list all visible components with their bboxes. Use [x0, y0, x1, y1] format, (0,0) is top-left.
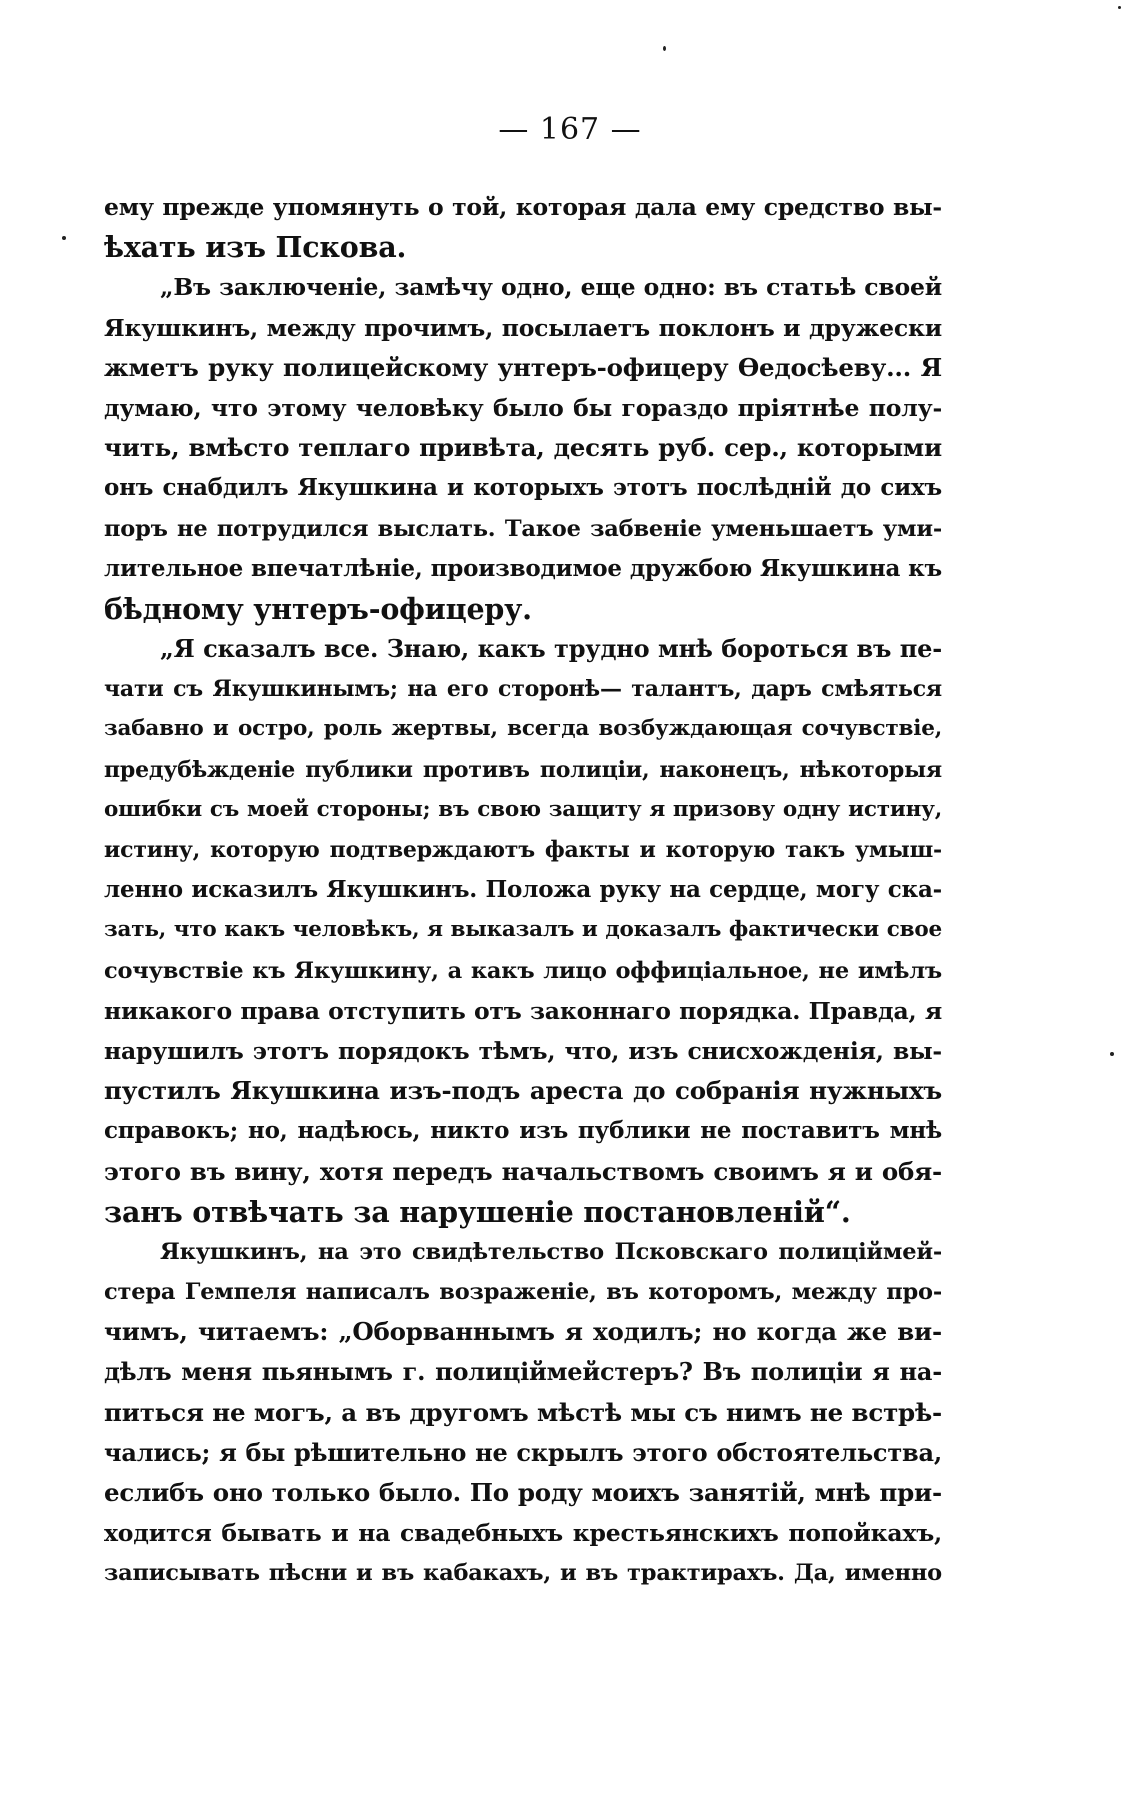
text-line: записывать пѣсни и въ кабакахъ, и въ трактирахъ. Да, именно — [104, 1560, 942, 1587]
text-line: дѣлъ меня пьянымъ г. полиціймейстеръ? Въ полиціи я на- — [104, 1357, 942, 1387]
text-line: ленно исказилъ Якушкинъ. Положа руку на сердце, могу ска- — [104, 876, 942, 904]
text-line: нарушилъ этотъ порядокъ тѣмъ, что, изъ снисхожденія, вы- — [104, 1036, 942, 1065]
text-line: Якушкинъ, между прочимъ, посылаетъ поклонъ и дружески — [104, 313, 942, 342]
text-line: „Я сказалъ все. Знаю, какъ трудно мнѣ бороться въ пе- — [160, 634, 942, 664]
text-line: истину, которую подтверждаютъ факты и которую такъ умыш- — [104, 837, 942, 863]
print-speck — [1110, 1052, 1114, 1056]
text-line: никакого права отступить отъ законнаго порядка. Правда, я — [104, 996, 942, 1025]
text-line: чимъ, читаемъ: „Оборваннымъ я ходилъ; но когда же ви- — [104, 1317, 942, 1347]
text-line: справокъ; но, надѣюсь, никто изъ публики не поставитъ мнѣ — [104, 1117, 942, 1145]
print-speck — [62, 236, 66, 240]
text-line: „Въ заключеніе, замѣчу одно, еще одно: въ статьѣ своей — [160, 273, 942, 302]
text-line: лительное впечатлѣніе, производимое дружбою Якушкина къ — [104, 554, 942, 582]
text-line: еслибъ оно только было. По роду моихъ занятій, мнѣ при- — [104, 1478, 942, 1507]
text-line: чати съ Якушкинымъ; на его сторонѣ— талантъ, даръ смѣяться — [104, 676, 942, 703]
text-line: этого въ вину, хотя передъ начальствомъ своимъ я и обя- — [104, 1156, 942, 1186]
text-line: занъ отвѣчать за нарушеніе постановленій“. — [104, 1194, 851, 1229]
text-line: предубѣжденіе публики противъ полиціи, наконецъ, нѣкоторыя — [104, 756, 942, 783]
page-number: — 167 — — [498, 112, 642, 147]
print-speck — [1118, 6, 1121, 9]
text-line: чались; я бы рѣшительно не скрылъ этого обстоятельства, — [104, 1437, 942, 1467]
text-line: сочувствіе къ Якушкину, а какъ лицо оффиціальное, не имѣлъ — [104, 957, 942, 984]
text-line: ходится бывать и на свадебныхъ крестьянскихъ попойкахъ, — [104, 1519, 942, 1548]
text-line: думаю, что этому человѣку было бы гораздо пріятнѣе полу- — [104, 393, 942, 422]
text-line: зать, что какъ человѣкъ, я выказалъ и доказалъ фактически свое — [104, 917, 942, 943]
text-line: чить, вмѣсто теплаго привѣта, десять руб. сер., которыми — [104, 433, 942, 463]
text-line: питься не могъ, а въ другомъ мѣстѣ мы съ нимъ не встрѣ- — [104, 1397, 942, 1427]
text-line: бѣдному унтеръ-офицеру. — [104, 591, 532, 626]
text-line: ему прежде упомянуть о той, которая дала ему средство вы- — [104, 193, 942, 221]
body-text — [104, 187, 942, 1594]
text-line: ошибки съ моей стороны; въ свою защиту я призову одну истину, — [104, 796, 942, 822]
text-line: забавно и остро, роль жертвы, всегда возбуждающая сочувствіе, — [104, 716, 942, 742]
text-line: пустилъ Якушкина изъ-подъ ареста до собранія нужныхъ — [104, 1076, 942, 1106]
text-line: Якушкинъ, на это свидѣтельство Псковскаго полиціймей- — [160, 1238, 942, 1265]
text-line: стера Гемпеля написалъ возраженіе, въ которомъ, между про- — [104, 1279, 942, 1306]
print-speck — [663, 46, 666, 51]
text-line: поръ не потрудился выслать. Такое забвеніе уменьшаетъ уми- — [104, 515, 942, 542]
text-line: жметъ руку полицейскому унтеръ-офицеру Ѳедосѣеву... Я — [104, 352, 942, 382]
text-line: ѣхать изъ Пскова. — [104, 230, 407, 265]
text-line: онъ снабдилъ Якушкина и которыхъ этотъ послѣдній до сихъ — [104, 474, 942, 502]
